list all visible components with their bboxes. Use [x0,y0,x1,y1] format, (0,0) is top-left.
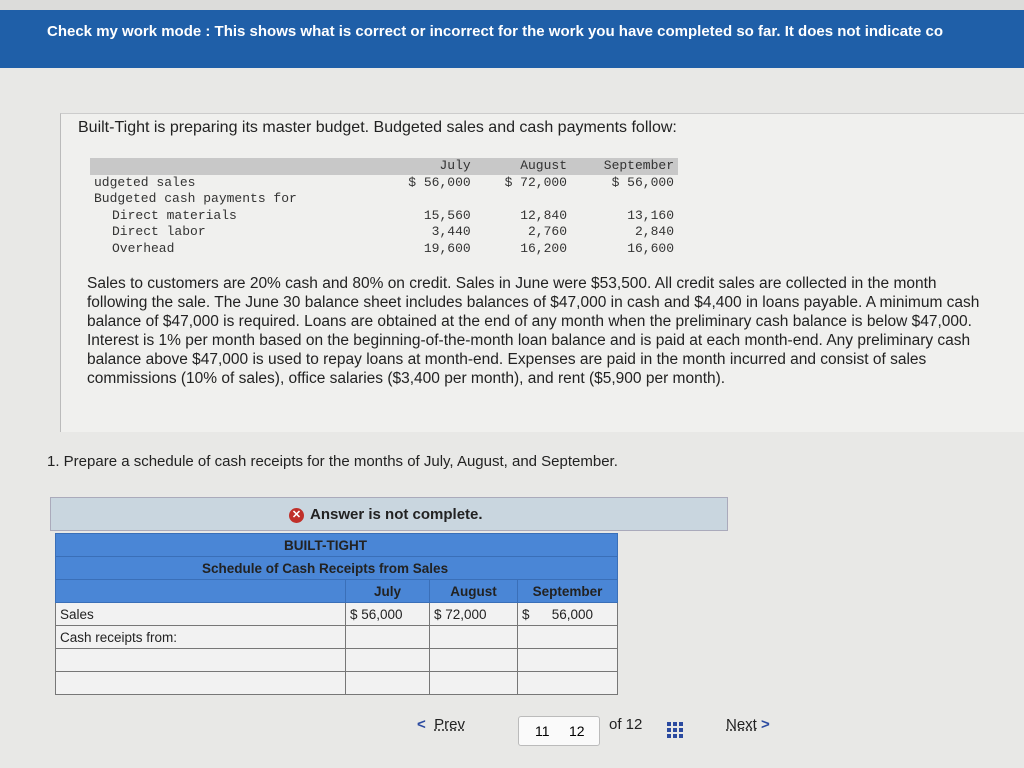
intro-text: Built-Tight is preparing its master budget. Budgeted sales and cash payments follow: [78,119,677,136]
sales-august: $ 72,000 [430,603,518,626]
check-work-banner: Check my work mode : This shows what is correct or incorrect for the work you have completed so far. It does not indicate co [0,10,1024,68]
chevron-left-icon: < [417,716,426,733]
top-strip [0,0,1024,10]
input-cell[interactable] [430,672,518,695]
input-cell[interactable] [346,626,430,649]
cash-receipts-schedule: BUILT-TIGHT Schedule of Cash Receipts from Sales July August September Sales $ 56,000 $ 72,000 $ 56,000 Cash receipts from: [55,533,618,695]
input-row [56,649,618,672]
grid-view-icon[interactable] [667,722,683,738]
answer-status-text: Answer is not complete. [310,506,483,523]
sales-row: Sales $ 56,000 $ 72,000 $ 56,000 [56,603,618,626]
question-1: 1. Prepare a schedule of cash receipts for the months of July, August, and September. [47,453,618,470]
prev-button[interactable]: < Prev [417,716,465,733]
sales-september: $ 56,000 [518,603,618,626]
page-selector[interactable]: 11 12 [518,716,600,746]
input-row [56,672,618,695]
col-september: September [571,158,678,175]
company-name: BUILT-TIGHT [56,534,618,557]
error-x-icon: ✕ [289,508,304,523]
col-july: July [378,158,474,175]
budget-row: udgeted sales $ 56,000 $ 72,000 $ 56,000 [94,174,674,190]
input-cell[interactable] [430,626,518,649]
budget-row: Budgeted cash payments for [94,191,297,206]
answer-status-bar [50,497,728,531]
problem-description: Sales to customers are 20% cash and 80% on credit. Sales in June were $53,500. All credit sales are collected in the month following the sale. The June 30 balance sheet includes balances of $47,000 in cash and $4,400 in loans payable. A minimum cash balance of $47,000 is required. Loans are obtained at the end of any month when the preliminary cash balance is below $47,000. Interest is 1% per month based on the beginning-of-the-month loan balance and is paid at each month-end. Any preliminary cash balance above $47,000 is used to repay loans at month-end. Expenses are paid in the month incurred and consist of sales commissions (10% of sales), office salaries ($3,400 per month), and rent ($5,900 per month). [87,275,980,387]
next-button[interactable]: Next > [726,716,770,733]
page-count: of 12 [609,716,643,733]
budget-row: Direct materials 15,560 12,840 13,160 [112,207,674,223]
sales-july: $ 56,000 [346,603,430,626]
input-cell[interactable] [346,672,430,695]
input-cell[interactable] [430,649,518,672]
input-cell[interactable] [518,672,618,695]
budget-table [90,158,678,257]
input-cell[interactable] [518,649,618,672]
input-cell[interactable] [518,626,618,649]
schedule-title: Schedule of Cash Receipts from Sales [56,557,618,580]
input-cell[interactable] [56,649,346,672]
budget-row: Overhead 19,600 16,200 16,600 [112,240,674,256]
cash-receipts-row: Cash receipts from: [56,626,618,649]
input-cell[interactable] [346,649,430,672]
input-cell[interactable] [56,672,346,695]
budget-row: Direct labor 3,440 2,760 2,840 [112,224,674,239]
col-august: August [475,158,571,175]
chevron-right-icon: > [761,716,770,733]
